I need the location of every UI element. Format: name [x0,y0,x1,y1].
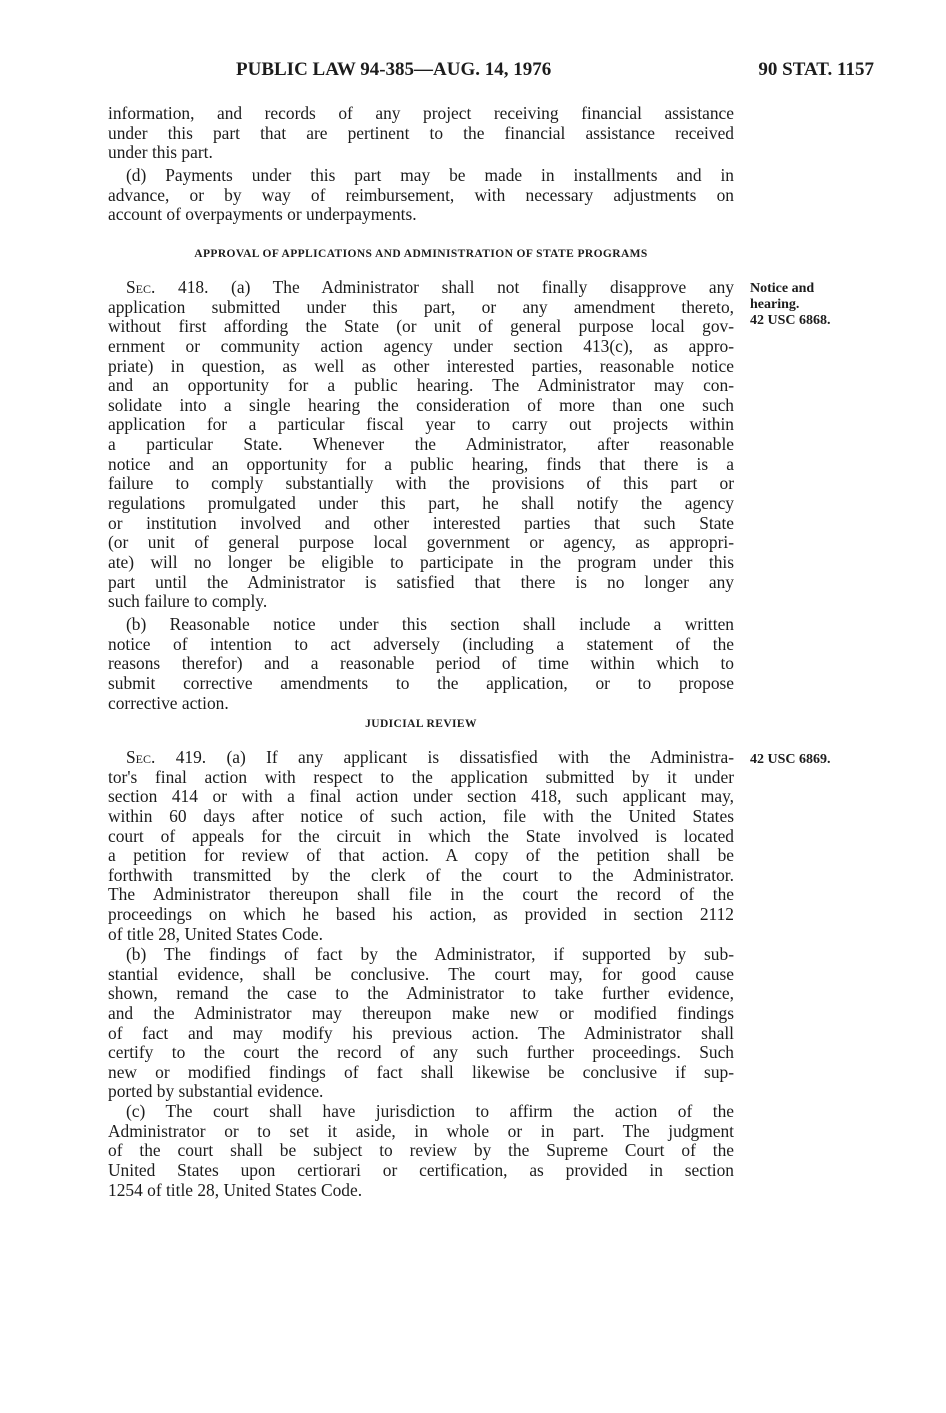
text-line: and the Administrator may thereupon make new or modified findings [108,1003,734,1023]
paragraph-d [108,166,734,225]
text-line: stantial evidence, shall be conclusive. The court may, for good cause [108,964,734,984]
text-line: court of appeals for the circuit in which the State involved is located [108,826,734,846]
text-line: ernment or community action agency under section 413(c), as appro- [108,336,734,356]
text-line: ported by substantial evidence. [108,1082,324,1102]
text-line: failure to comply substantially with the provisions of this part or [108,474,734,494]
text-line: application for a particular fiscal year to carry out projects within [108,415,734,435]
text-line: under this part that are pertinent to the financial assistance received [108,123,734,143]
text-line: within 60 days after notice of such action, file with the United States [108,806,734,826]
text-line: new or modified findings of fact shall likewise be conclusive if sup- [108,1062,734,1082]
text-line: ate) will no longer be eligible to participate in the program under this [108,552,734,572]
text-line: reasons therefor) and a reasonable period of time within which to [108,654,734,674]
running-head [108,59,874,85]
text-line: 1254 of title 28, United States Code. [108,1180,363,1200]
section-419-a [108,748,734,944]
text-line: shown, remand the case to the Administrator to take further evidence, [108,984,734,1004]
text-line: information, and records of any project receiving financial assistance [108,104,734,123]
section-419-b [108,945,734,1102]
text-line: a particular State. Whenever the Administrator, after reasonable [108,435,734,455]
text-line: section 414 or with a final action under section 418, such applicant may, [108,787,734,807]
text-line: or institution involved and other interested parties that such State [108,513,734,533]
statute-page-number: 90 STAT. 1157 [758,59,874,80]
text-line: of fact and may modify his previous action. The Administrator shall [108,1023,734,1043]
text-line: submit corrective amendments to the application, or to propose [108,673,734,693]
text-line: priate) in question, as well as other interested parties, reasonable notice [108,356,734,376]
text-line: account of overpayments or underpayments. [108,205,417,225]
text-line: advance, or by way of reimbursement, with necessary adjustments on [108,185,734,205]
text-line: Administrator or to set it aside, in whole or in part. The judgment [108,1121,734,1141]
section-heading-approval: APPROVAL OF APPLICATIONS AND ADMINISTRATION OF STATE PROGRAMS [194,248,648,260]
text-line: (b) The findings of fact by the Administrator, if supported by sub- [126,945,734,964]
section-418-first-line [108,278,734,298]
text-line: (or unit of general purpose local government or agency, as appropri- [108,533,734,553]
text-line: part until the Administrator is satisfied that there is no longer any [108,572,734,592]
law-title: PUBLIC LAW 94-385—AUG. 14, 1976 [236,59,552,80]
text-line: and an opportunity for a public hearing. The Administrator may con- [108,376,734,396]
text-line: . 419. (a) If any applicant is dissatisfied with the Administra- [151,748,734,767]
intro-paragraph [108,104,734,163]
margin-note-citation: 42 USC 6868. [750,313,831,328]
text-line: (d) Payments under this part may be made in installments and in [126,166,734,185]
text-line: of the court shall be subject to review by the Supreme Court of the [108,1141,734,1161]
margin-note-line: Notice and [750,281,815,296]
section-419-first-line [108,748,734,768]
section-418-a [108,278,734,612]
margin-note-418 [750,281,831,329]
text-line: notice and an opportunity for a public hearing, finds that there is a [108,454,734,474]
section-label: Sec [126,748,152,767]
section-419-c [108,1102,734,1200]
text-line: of title 28, United States Code. [108,924,323,944]
text-line: under this part. [108,143,213,163]
text-line: such failure to comply. [108,592,268,612]
text-line: a petition for review of that action. A copy of the petition shall be [108,846,734,866]
text-line: certify to the court the record of any such further proceedings. Such [108,1043,734,1063]
text-line: corrective action. [108,693,229,713]
text-line: (b) Reasonable notice under this section shall include a written [126,615,734,634]
text-line: tor's final action with respect to the application submitted by it under [108,767,734,787]
text-line: without first affording the State (or unit of general purpose local gov- [108,317,734,337]
text-line: . 418. (a) The Administrator shall not finally disapprove any [151,278,734,297]
section-label: Sec [126,278,152,297]
text-line: application submitted under this part, or any amendment thereto, [108,297,734,317]
margin-note-419: 42 USC 6869. [750,752,831,767]
text-line: solidate into a single hearing the consideration of more than one such [108,395,734,415]
margin-note-line: hearing. [750,297,800,312]
text-line: regulations promulgated under this part, he shall notify the agency [108,494,734,514]
section-heading-judicial-review: JUDICIAL REVIEW [365,718,477,730]
text-line: The Administrator thereupon shall file in the court the record of the [108,885,734,905]
text-line: United States upon certiorari or certification, as provided in section [108,1160,734,1180]
text-line: (c) The court shall have jurisdiction to affirm the action of the [126,1102,734,1121]
text-line: forthwith transmitted by the clerk of the court to the Administrator. [108,865,734,885]
text-line: notice of intention to act adversely (including a statement of the [108,634,734,654]
text-line: proceedings on which he based his action, as provided in section 2112 [108,905,734,925]
section-418-b [108,615,734,713]
